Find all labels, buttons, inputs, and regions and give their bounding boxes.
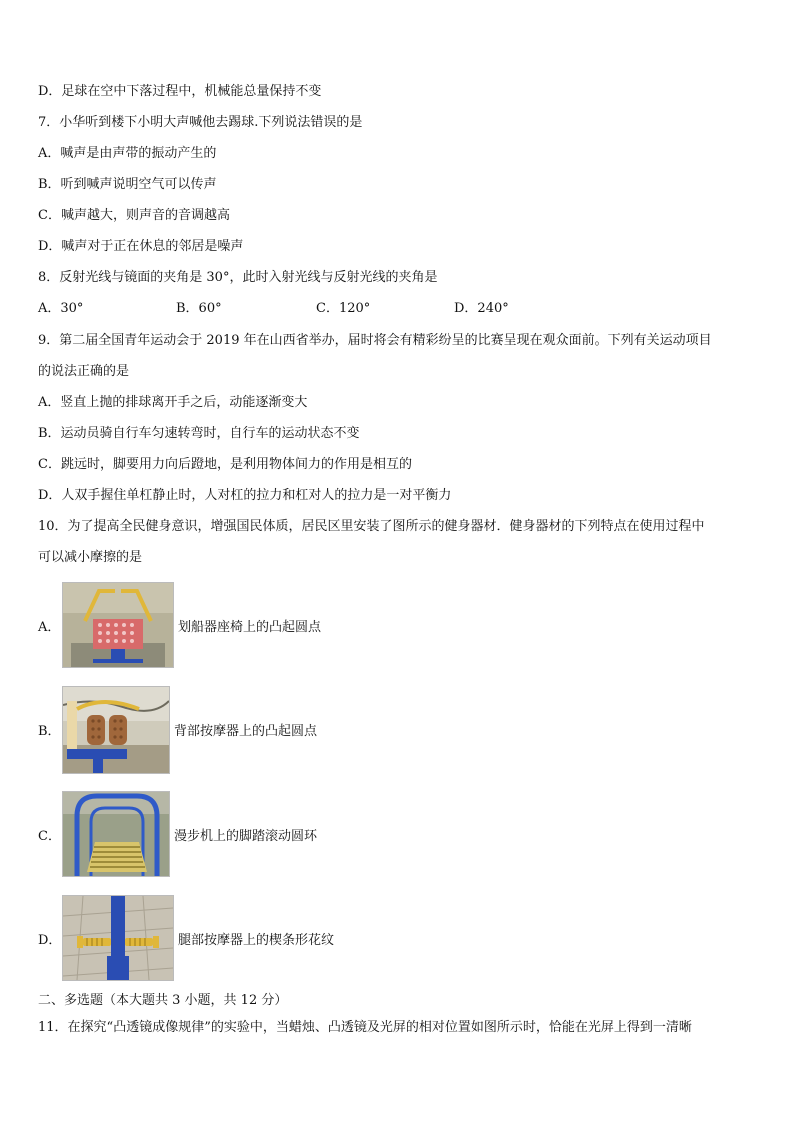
- q9-option-d: D．人双手握住单杠静止时，人对杠的拉力和杠对人的拉力是一对平衡力: [38, 488, 452, 503]
- q10-stem-line2: 可以减小摩擦的是: [38, 550, 143, 565]
- q10-option-b-caption: 背部按摩器上的凸起圆点: [174, 724, 318, 739]
- q10-option-d-caption: 腿部按摩器上的楔条形花纹: [178, 933, 335, 948]
- q9-stem-line1: 9．第二届全国青年运动会于 2019 年在山西省举办，届时将会有精彩纷呈的比赛呈现在观众面前。下列有关运动项目: [38, 333, 712, 348]
- q8-options: [38, 300, 509, 318]
- q6-option-d: D．足球在空中下落过程中，机械能总量保持不变: [38, 84, 322, 99]
- section-2-heading: 二、多选题（本大题共 3 小题，共 12 分）: [38, 993, 288, 1008]
- q10-option-d-letter: D．: [38, 933, 62, 948]
- q10-option-a-letter: A．: [38, 620, 61, 635]
- q8-option-b: B．60°: [176, 301, 222, 316]
- q10-option-b: [38, 686, 758, 776]
- q9-option-a: A．竖直上抛的排球离开手之后，动能逐渐变大: [38, 395, 308, 410]
- q7-option-c: C．喊声越大，则声音的音调越高: [38, 208, 230, 223]
- q10-option-c: [38, 791, 758, 881]
- q11-stem: 11．在探究“凸透镜成像规律”的实验中，当蜡烛、凸透镜及光屏的相对位置如图所示时，恰能在光屏上得到一清晰: [38, 1020, 692, 1035]
- walking-machine-photo: [62, 791, 170, 877]
- rowing-seat-photo: [62, 582, 174, 668]
- q8-option-c: C．120°: [316, 301, 371, 316]
- q9-option-c: C．跳远时，脚要用力向后蹬地，是利用物体间力的作用是相互的: [38, 457, 412, 472]
- q7-option-a: A．喊声是由声带的振动产生的: [38, 146, 217, 161]
- q8-stem: 8．反射光线与镜面的夹角是 30°，此时入射光线与反射光线的夹角是: [38, 270, 438, 285]
- q10-option-d: [38, 895, 758, 985]
- q10-option-a: [38, 582, 758, 672]
- q9-option-b: B．运动员骑自行车匀速转弯时，自行车的运动状态不变: [38, 426, 360, 441]
- q10-stem-line1: 10．为了提高全民健身意识，增强国民体质，居民区里安装了图所示的健身器材．健身器材的下列特点在使用过程中: [38, 519, 705, 534]
- q7-stem: 7．小华听到楼下小明大声喊他去踢球.下列说法错误的是: [38, 115, 363, 130]
- back-massager-photo: [62, 686, 170, 774]
- q10-option-c-caption: 漫步机上的脚踏滚动圆环: [174, 829, 318, 844]
- q10-option-b-letter: B．: [38, 724, 61, 739]
- q7-option-b: B．听到喊声说明空气可以传声: [38, 177, 217, 192]
- q10-option-a-caption: 划船器座椅上的凸起圆点: [178, 620, 322, 635]
- q7-option-d: D．喊声对于正在休息的邻居是噪声: [38, 239, 244, 254]
- q8-option-d: D．240°: [454, 301, 509, 316]
- leg-massager-photo: [62, 895, 174, 981]
- q8-option-a: A．30°: [38, 301, 84, 316]
- q9-stem-line2: 的说法正确的是: [38, 364, 130, 379]
- q10-option-c-letter: C．: [38, 829, 61, 844]
